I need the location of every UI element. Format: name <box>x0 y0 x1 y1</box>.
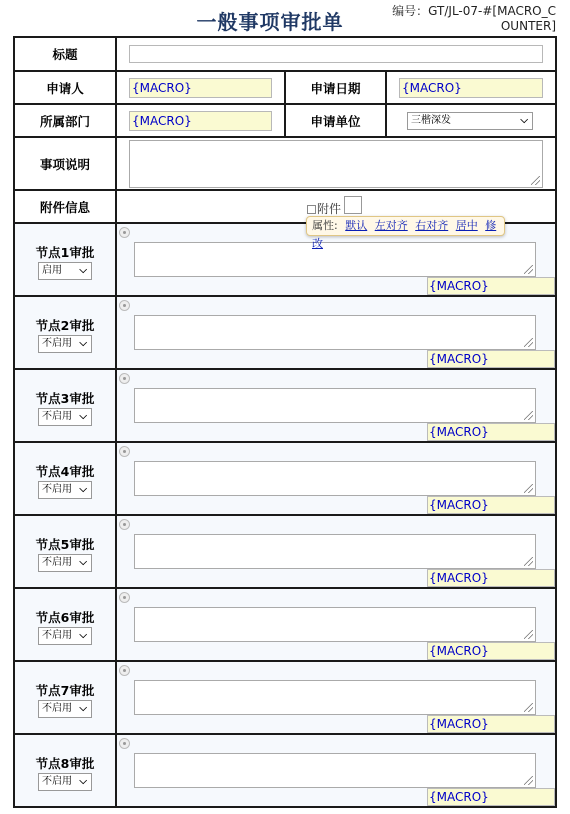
chevron-down-icon: ⌵ <box>79 411 87 422</box>
applicant-label: 申请人 <box>14 71 116 104</box>
node-radio[interactable] <box>119 519 130 530</box>
node-status-select[interactable] <box>38 627 92 645</box>
attachment-label: 附件信息 <box>14 190 116 223</box>
node-cell <box>116 296 556 369</box>
node-cell <box>116 661 556 734</box>
resize-grip-icon[interactable] <box>524 776 533 785</box>
node-radio[interactable] <box>119 300 130 311</box>
row-department <box>14 104 556 137</box>
node-status-select[interactable] <box>38 481 92 499</box>
popup-prefix: 属性: <box>312 219 338 232</box>
resize-grip-icon[interactable] <box>524 338 533 347</box>
node-radio[interactable] <box>119 738 130 749</box>
attachment-alt-text: 附件 <box>317 202 342 216</box>
subject-label: 标题 <box>14 37 116 71</box>
node-comment-textarea[interactable] <box>134 315 536 350</box>
description-textarea[interactable] <box>129 140 543 188</box>
node-label: 节点2审批 <box>35 318 95 333</box>
node-label-cell <box>14 661 116 734</box>
department-cell <box>116 104 285 137</box>
apply-unit-cell <box>386 104 556 137</box>
node-status-select[interactable] <box>38 408 92 426</box>
resize-grip-icon[interactable] <box>524 265 533 274</box>
node-label: 节点4审批 <box>35 464 95 479</box>
node-comment-textarea[interactable] <box>134 461 536 496</box>
node-macro-field[interactable]: {MACRO} <box>427 788 555 806</box>
node-comment-textarea[interactable] <box>134 388 536 423</box>
node-label: 节点7审批 <box>35 683 95 698</box>
applicant-field[interactable]: {MACRO} <box>129 78 272 98</box>
node-label-cell <box>14 369 116 442</box>
node-status-value: 不启用 <box>42 557 72 568</box>
node-cell <box>116 588 556 661</box>
node-cell <box>116 515 556 588</box>
node-macro-field[interactable]: {MACRO} <box>427 569 555 587</box>
node-label: 节点1审批 <box>35 245 95 260</box>
node-radio[interactable] <box>119 665 130 676</box>
chevron-down-icon: ⌵ <box>79 630 87 641</box>
node-comment-textarea[interactable] <box>134 753 536 788</box>
row-description <box>14 137 556 190</box>
apply-unit-label: 申请单位 <box>285 104 386 137</box>
node-radio[interactable] <box>119 373 130 384</box>
node-label-cell <box>14 515 116 588</box>
node-status-value: 不启用 <box>42 630 72 641</box>
node-macro-field[interactable]: {MACRO} <box>427 350 555 368</box>
resize-grip-icon[interactable] <box>524 484 533 493</box>
apply-date-cell <box>386 71 556 104</box>
subject-input[interactable] <box>129 45 543 63</box>
attachment-image[interactable] <box>307 200 341 217</box>
node-status-value: 不启用 <box>42 484 72 495</box>
node-cell <box>116 442 556 515</box>
chevron-down-icon: ⌵ <box>79 557 87 568</box>
node-macro-field[interactable]: {MACRO} <box>427 642 555 660</box>
node-radio[interactable] <box>119 592 130 603</box>
code-value: GT/JL-07-#[MACRO_COUNTER] <box>428 4 556 33</box>
popup-link-right[interactable]: 右对齐 <box>415 219 449 232</box>
node-status-select[interactable] <box>38 262 92 280</box>
popup-link-left[interactable]: 左对齐 <box>374 219 408 232</box>
node-macro-field[interactable]: {MACRO} <box>427 423 555 441</box>
node-label: 节点5审批 <box>35 537 95 552</box>
node-label: 节点6审批 <box>35 610 95 625</box>
subject-cell <box>116 37 556 71</box>
apply-unit-value: 三楷深发 <box>411 114 451 126</box>
node-comment-textarea[interactable] <box>134 680 536 715</box>
approval-form-table <box>13 36 557 808</box>
popup-link-default[interactable]: 默认 <box>345 219 368 232</box>
description-cell <box>116 137 556 190</box>
node-status-value: 不启用 <box>42 338 72 349</box>
description-label: 事项说明 <box>14 137 116 190</box>
chevron-down-icon: ⌵ <box>520 114 528 126</box>
node-comment-textarea[interactable] <box>134 607 536 642</box>
node-label-cell <box>14 734 116 807</box>
node-comment-textarea[interactable] <box>134 534 536 569</box>
code-label: 编号： <box>392 4 429 18</box>
node-label: 节点8审批 <box>35 756 95 771</box>
resize-grip-icon[interactable] <box>531 176 540 185</box>
node-label-cell <box>14 442 116 515</box>
node-status-select[interactable] <box>38 700 92 718</box>
resize-grip-icon[interactable] <box>524 703 533 712</box>
chevron-down-icon: ⌵ <box>79 338 87 349</box>
node-status-value: 不启用 <box>42 776 72 787</box>
department-field[interactable]: {MACRO} <box>129 111 272 131</box>
resize-grip-icon[interactable] <box>524 411 533 420</box>
node-cell <box>116 369 556 442</box>
chevron-down-icon: ⌵ <box>79 484 87 495</box>
node-status-select[interactable] <box>38 554 92 572</box>
attachment-upload-box[interactable] <box>344 196 362 214</box>
resize-grip-icon[interactable] <box>524 557 533 566</box>
popup-link-center[interactable]: 居中 <box>455 219 478 232</box>
node-comment-textarea[interactable] <box>134 242 536 277</box>
node-label-cell <box>14 588 116 661</box>
node-label-cell <box>14 296 116 369</box>
apply-date-field[interactable]: {MACRO} <box>399 78 543 98</box>
node-label: 节点3审批 <box>35 391 95 406</box>
node-status-value: 不启用 <box>42 411 72 422</box>
node-macro-field[interactable]: {MACRO} <box>427 277 555 295</box>
popup-link-edit[interactable]: 修改 <box>312 219 497 250</box>
node-status-value: 不启用 <box>42 703 72 714</box>
department-label: 所属部门 <box>14 104 116 137</box>
form-code <box>386 4 556 34</box>
resize-grip-icon[interactable] <box>524 630 533 639</box>
attachment-property-popup <box>306 216 505 250</box>
row-subject <box>14 37 556 71</box>
node-status-select[interactable] <box>38 335 92 353</box>
applicant-cell <box>116 71 285 104</box>
node-radio[interactable] <box>119 446 130 457</box>
chevron-down-icon: ⌵ <box>79 776 87 787</box>
node-radio[interactable] <box>119 227 130 238</box>
node-macro-field[interactable]: {MACRO} <box>427 496 555 514</box>
form-title: 一般事项审批单 <box>196 10 344 34</box>
node-status-value: 启用 <box>42 265 62 276</box>
chevron-down-icon: ⌵ <box>79 703 87 714</box>
chevron-down-icon: ⌵ <box>79 265 87 276</box>
node-cell <box>116 734 556 807</box>
apply-date-label: 申请日期 <box>285 71 386 104</box>
apply-unit-select[interactable] <box>407 112 533 130</box>
broken-image-icon <box>307 205 316 214</box>
row-applicant <box>14 71 556 104</box>
node-macro-field[interactable]: {MACRO} <box>427 715 555 733</box>
node-label-cell <box>14 223 116 296</box>
node-status-select[interactable] <box>38 773 92 791</box>
